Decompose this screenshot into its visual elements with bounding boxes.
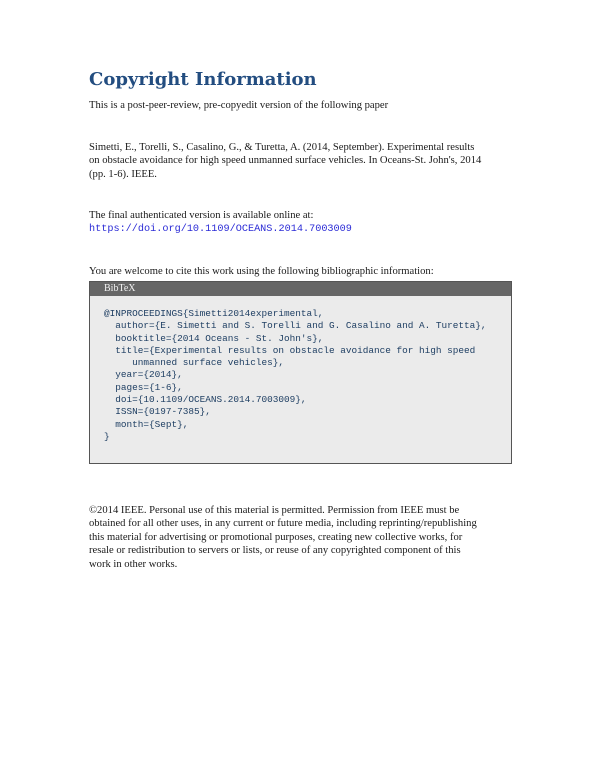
copyright-line: work in other works. (89, 558, 178, 570)
bibtex-code[interactable] (90, 296, 511, 443)
bibtex-box (89, 281, 512, 464)
bibtex-line: ISSN={0197-7385}, (104, 406, 211, 418)
citation-line: (pp. 1-6). IEEE. (89, 168, 157, 180)
bibtex-line: title={Experimental results on obstacle avoidance for high speed (104, 344, 476, 356)
bibtex-line: year={2014}, (104, 369, 183, 381)
page-title: Copyright Information (89, 69, 317, 90)
paper-citation (89, 141, 514, 181)
intro-text: This is a post-peer-review, pre-copyedit version of the following paper (89, 100, 389, 111)
bibtex-line: month={Sept}, (104, 418, 189, 430)
copyright-line: this material for advertising or promotional purposes, creating new collective works, for (89, 531, 463, 543)
final-version-text: The final authenticated version is available online at: (89, 210, 314, 221)
bibtex-line: doi={10.1109/OCEANS.2014.7003009}, (104, 394, 307, 406)
bibtex-header: BibTeX (90, 282, 511, 296)
cite-prompt: You are welcome to cite this work using the following bibliographic information: (89, 266, 434, 277)
bibtex-line: @INPROCEEDINGS{Simetti2014experimental, (104, 308, 324, 319)
copyright-notice (89, 504, 514, 571)
bibtex-line: author={E. Simetti and S. Torelli and G. Casalino and A. Turetta}, (104, 320, 487, 332)
doi-link[interactable]: https://doi.org/10.1109/OCEANS.2014.7003009 (89, 224, 352, 236)
bibtex-line: unmanned surface vehicles}, (104, 357, 285, 369)
bibtex-line: } (104, 430, 110, 442)
bibtex-line: booktitle={2014 Oceans - St. John's}, (104, 332, 324, 344)
copyright-line: resale or redistribution to servers or lists, or reuse of any copyrighted component of this (89, 545, 461, 557)
bibtex-line: pages={1-6}, (104, 381, 183, 393)
copyright-line: obtained for all other uses, in any current or future media, including reprinting/republishing (89, 518, 477, 530)
citation-line: Simetti, E., Torelli, S., Casalino, G., & Turetta, A. (2014, September). Experimental results (89, 142, 475, 153)
copyright-line: ©2014 IEEE. Personal use of this material is permitted. Permission from IEEE must be (89, 505, 460, 516)
citation-line: on obstacle avoidance for high speed unmanned surface vehicles. In Oceans-St. John's, 2014 (89, 155, 482, 167)
final-version-note (89, 209, 514, 237)
